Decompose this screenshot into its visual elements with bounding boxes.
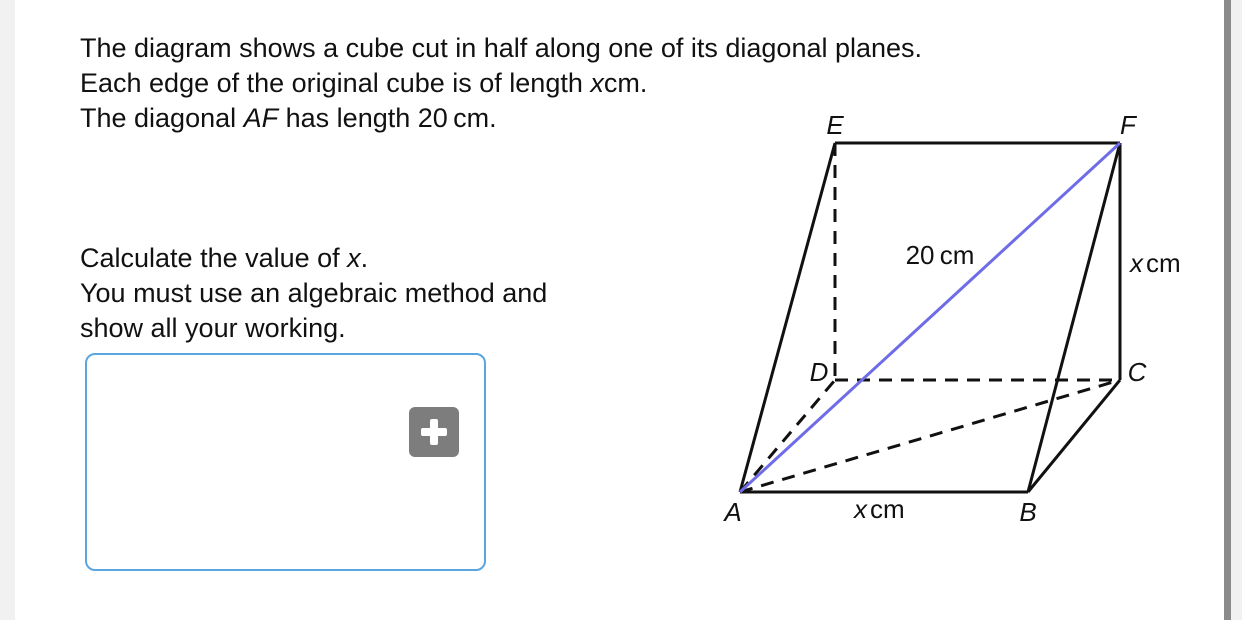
vertex-label-B: B: [1019, 497, 1037, 527]
diagonal-AF: [740, 143, 1120, 492]
edge-AC: [740, 380, 1120, 492]
intro-line-3: The diagonal AF has length 20 cm.: [80, 103, 497, 133]
variable-x: x: [590, 68, 604, 98]
base-length-label: x cm: [854, 494, 905, 524]
variable-x: x: [347, 243, 361, 273]
diagonal-name: AF: [243, 103, 279, 133]
vertex-label-D: D: [809, 357, 829, 387]
vertex-label-A: A: [724, 497, 742, 527]
task-line-3: show all your working.: [80, 313, 346, 343]
task-line-2: You must use an algebraic method and: [80, 278, 548, 308]
edge-FB: [1028, 143, 1120, 492]
intro-line-1: The diagram shows a cube cut in half along one of its diagonal planes.: [80, 33, 923, 63]
vertex-label-C: C: [1127, 357, 1147, 387]
diagonal-length-label: 20 cm: [905, 240, 975, 270]
edge-AE: [740, 143, 835, 492]
intro-line-2: Each edge of the original cube is of length xcm.: [80, 68, 648, 98]
vertex-label-E: E: [826, 110, 844, 140]
height-label: x cm: [1130, 248, 1181, 278]
vertex-label-F: F: [1120, 110, 1136, 140]
task-line-1: Calculate the value of x.: [80, 243, 369, 273]
